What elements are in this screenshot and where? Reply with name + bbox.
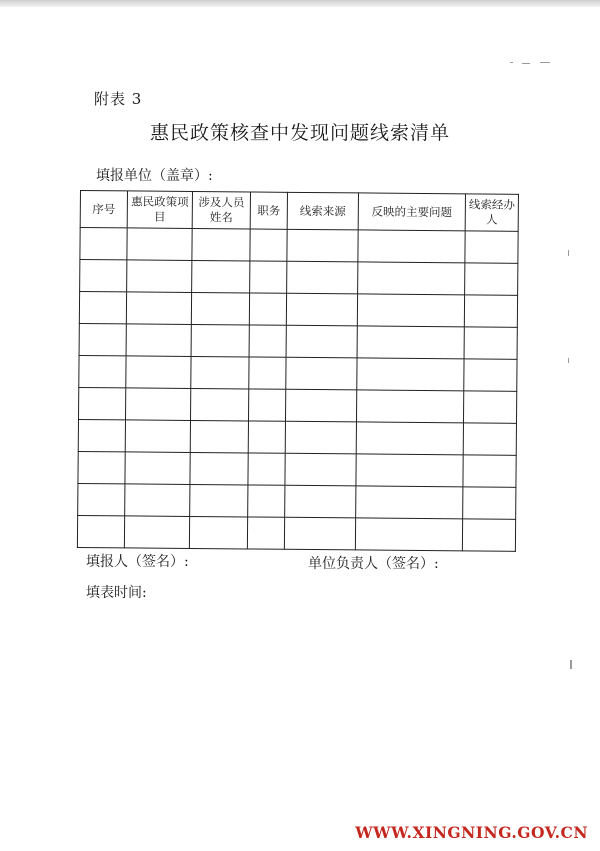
table-cell [285, 453, 356, 486]
table-row [80, 228, 518, 264]
table-row [79, 323, 517, 359]
table-cell [190, 452, 248, 485]
table-cell [78, 483, 125, 515]
scan-speck [570, 660, 572, 669]
site-watermark: WWW.XINGNING.GOV.CN [355, 823, 588, 842]
page-title: 惠民政策核查中发现问题线索清单 [149, 122, 450, 144]
table-cell [465, 231, 518, 263]
scan-speck [510, 62, 513, 63]
table-cell [463, 455, 516, 487]
table-row [79, 292, 517, 328]
table-cell [125, 484, 190, 517]
unit-leader-signature-label: 单位负责人（签名）: [308, 556, 439, 572]
table-cell [190, 388, 248, 421]
table-cell [248, 453, 285, 485]
fill-time-label: 填表时间: [86, 585, 147, 601]
table-cell [356, 486, 463, 519]
table-cell [190, 420, 248, 453]
table-cell [79, 292, 126, 324]
table-cell [285, 421, 356, 454]
table-cell [357, 294, 464, 327]
table-cell [287, 229, 358, 262]
table-cell [126, 356, 191, 389]
table-cell [284, 517, 355, 550]
table-cell [463, 487, 516, 519]
clue-table-wrapper [77, 190, 518, 551]
annex-label: 附表 3 [94, 90, 143, 108]
table-cell [287, 261, 358, 294]
table-cell [191, 324, 249, 357]
table-cell [191, 356, 249, 389]
table-cell [127, 260, 192, 293]
scan-top-edge [0, 0, 600, 7]
table-cell [356, 422, 463, 455]
col-header-issue: 反映的主要问题 [358, 193, 465, 231]
table-cell [192, 228, 250, 261]
table-cell [248, 421, 285, 453]
table-cell [78, 451, 125, 483]
table-cell [286, 293, 357, 326]
table-cell [80, 228, 127, 260]
table-cell [77, 515, 124, 547]
table-cell [462, 519, 515, 551]
table-cell [465, 263, 518, 295]
table-row [77, 515, 515, 551]
table-cell [286, 357, 357, 390]
table-cell [249, 357, 286, 389]
table-cell [285, 485, 356, 518]
table-cell [80, 260, 127, 292]
table-row [78, 451, 516, 487]
table-cell [248, 389, 285, 421]
table-cell [249, 325, 286, 357]
table-cell [124, 516, 189, 549]
table-cell [464, 327, 517, 359]
table-row [78, 483, 516, 519]
table-row [80, 260, 518, 296]
table-cell [464, 295, 517, 327]
table-cell [125, 452, 190, 485]
table-cell [191, 292, 249, 325]
table-cell [356, 390, 463, 423]
table-cell [79, 323, 126, 355]
table-cell [125, 420, 190, 453]
scan-speck [540, 62, 550, 63]
table-body [77, 228, 518, 552]
col-header-serial: 序号 [80, 191, 127, 228]
table-cell [356, 454, 463, 487]
table-cell [127, 228, 192, 261]
table-cell [464, 359, 517, 391]
table-row [79, 355, 517, 391]
scan-speck [568, 358, 569, 363]
table-cell [463, 391, 516, 423]
table-cell [463, 423, 516, 455]
table-cell [78, 387, 125, 419]
col-header-handler: 线索经办人 [465, 194, 518, 231]
col-header-source: 线索来源 [287, 192, 358, 230]
scan-speck [522, 63, 530, 64]
fill-unit-label: 填报单位（盖章）: [96, 168, 213, 184]
table-cell [357, 358, 464, 391]
table-cell [79, 355, 126, 387]
table-row [78, 387, 516, 423]
table-cell [358, 230, 465, 263]
col-header-policy: 惠民政策项目 [127, 191, 192, 229]
table-cell [286, 325, 357, 358]
table-cell [126, 324, 191, 357]
table-cell [358, 262, 465, 295]
table-cell [190, 484, 248, 517]
table-cell [247, 517, 284, 549]
table-cell [125, 388, 190, 421]
table-cell [78, 419, 125, 451]
scan-speck [568, 250, 569, 256]
table-cell [192, 260, 250, 293]
table-cell [285, 389, 356, 422]
col-header-position: 职务 [250, 192, 287, 229]
table-cell [126, 292, 191, 325]
table-cell [248, 485, 285, 517]
table-cell [250, 261, 287, 293]
table-cell [250, 229, 287, 261]
filler-signature-label: 填报人（签名）: [86, 554, 189, 570]
table-cell [249, 293, 286, 325]
table-header-row [80, 191, 518, 232]
table-cell [355, 518, 462, 551]
table-cell [189, 516, 247, 549]
clue-table [77, 190, 519, 552]
table-row [78, 419, 516, 455]
col-header-person: 涉及人员姓名 [192, 191, 250, 229]
table-cell [357, 326, 464, 359]
